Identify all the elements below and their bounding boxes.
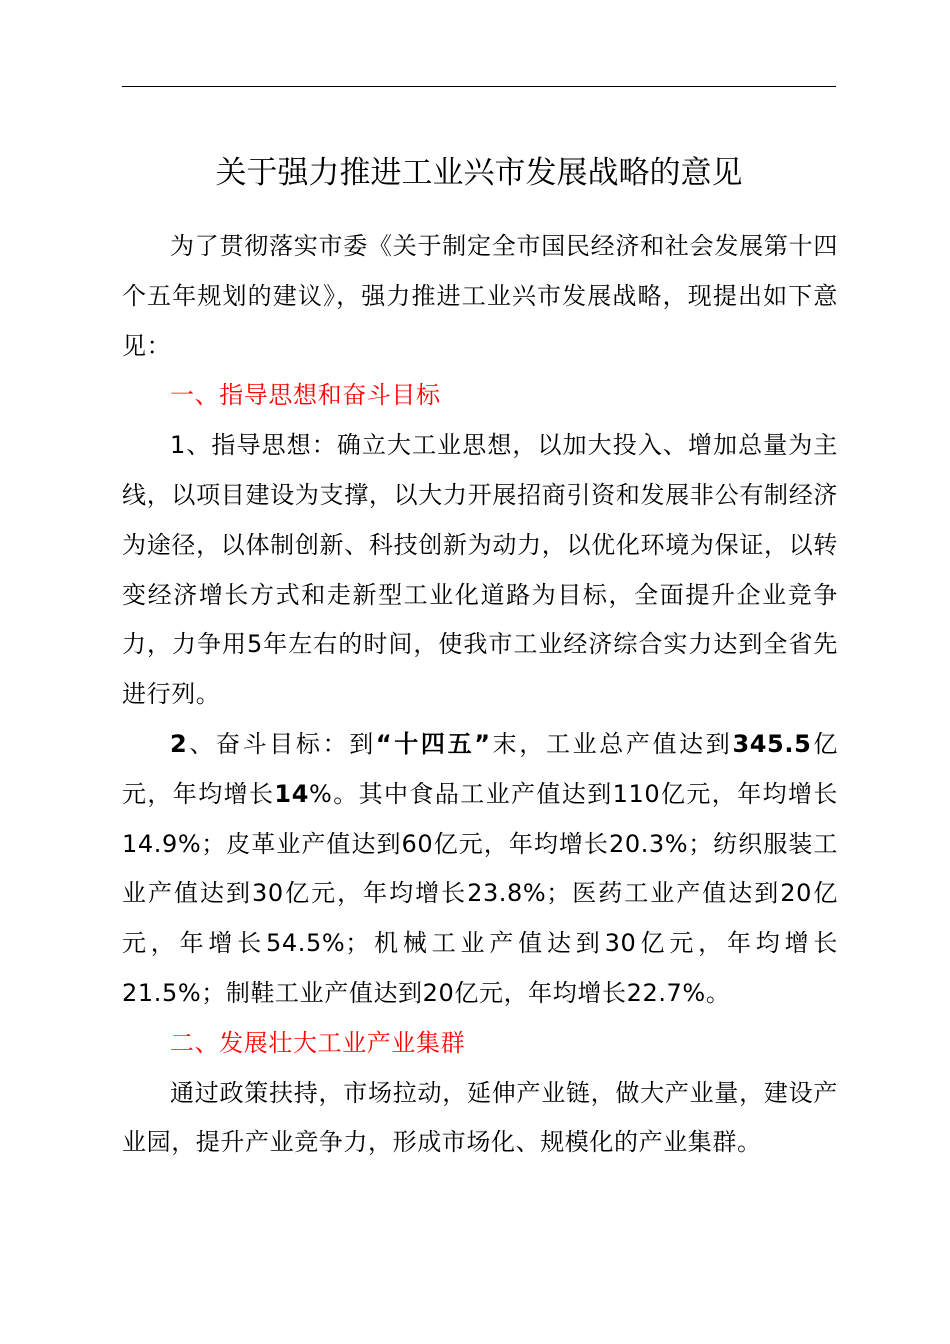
section-1-heading: 一、指导思想和奋斗目标: [170, 381, 441, 410]
section-2-paragraph: 通过政策扶持，市场拉动，延伸产业链，做大产业量，建设产业园，提升产业竞争力，形成市场化、规模化的产业集群。: [122, 1078, 838, 1157]
item-2-text-a: 末，工业总产值达到: [490, 729, 733, 758]
document-body: [122, 222, 838, 1168]
item-2-plan-quote: “十四五”: [375, 729, 491, 758]
item-2-number: 2: [170, 729, 188, 758]
item-2-text-c: %。其中食品工业产值达到110亿元，年均增长14.9%；皮革业产值达到60亿元，年均增长20.3%；纺织服装工业产值达到30亿元，年均增长23.8%；医药工业产值达到20亿元，年增长54.5%；机械工业产值达到30亿元，年均增长21.5%；制鞋工业产值达到20亿元，年均增长22.7%。: [122, 779, 839, 1007]
item-1-paragraph: 1、指导思想：确立大工业思想，以加大投入、增加总量为主线，以项目建设为支撑，以大力开展招商引资和发展非公有制经济为途径，以体制创新、科技创新为动力，以优化环境为保证，以转变经济增长方式和走新型工业化道路为目标，全面提升企业竞争力，力争用5年左右的时间，使我市工业经济综合实力达到全省先进行列。: [122, 431, 838, 709]
section-2-heading: 二、发展壮大工业产业集群: [170, 1028, 466, 1057]
item-2-text-b: 亿元，年均增长: [122, 729, 839, 808]
item-2-paragraph: [122, 720, 838, 1019]
header-rule: [122, 86, 836, 87]
intro-paragraph: 为了贯彻落实市委《关于制定全市国民经济和社会发展第十四个五年规划的建议》，强力推进工业兴市发展战略，现提出如下意见：: [122, 232, 838, 360]
document-title: 关于强力推进工业兴市发展战略的意见: [215, 155, 743, 191]
item-2-label: 、奋斗目标：到: [187, 729, 376, 758]
item-2-growth-value: 14: [274, 779, 310, 808]
item-2-total-value: 345.5: [732, 729, 812, 758]
